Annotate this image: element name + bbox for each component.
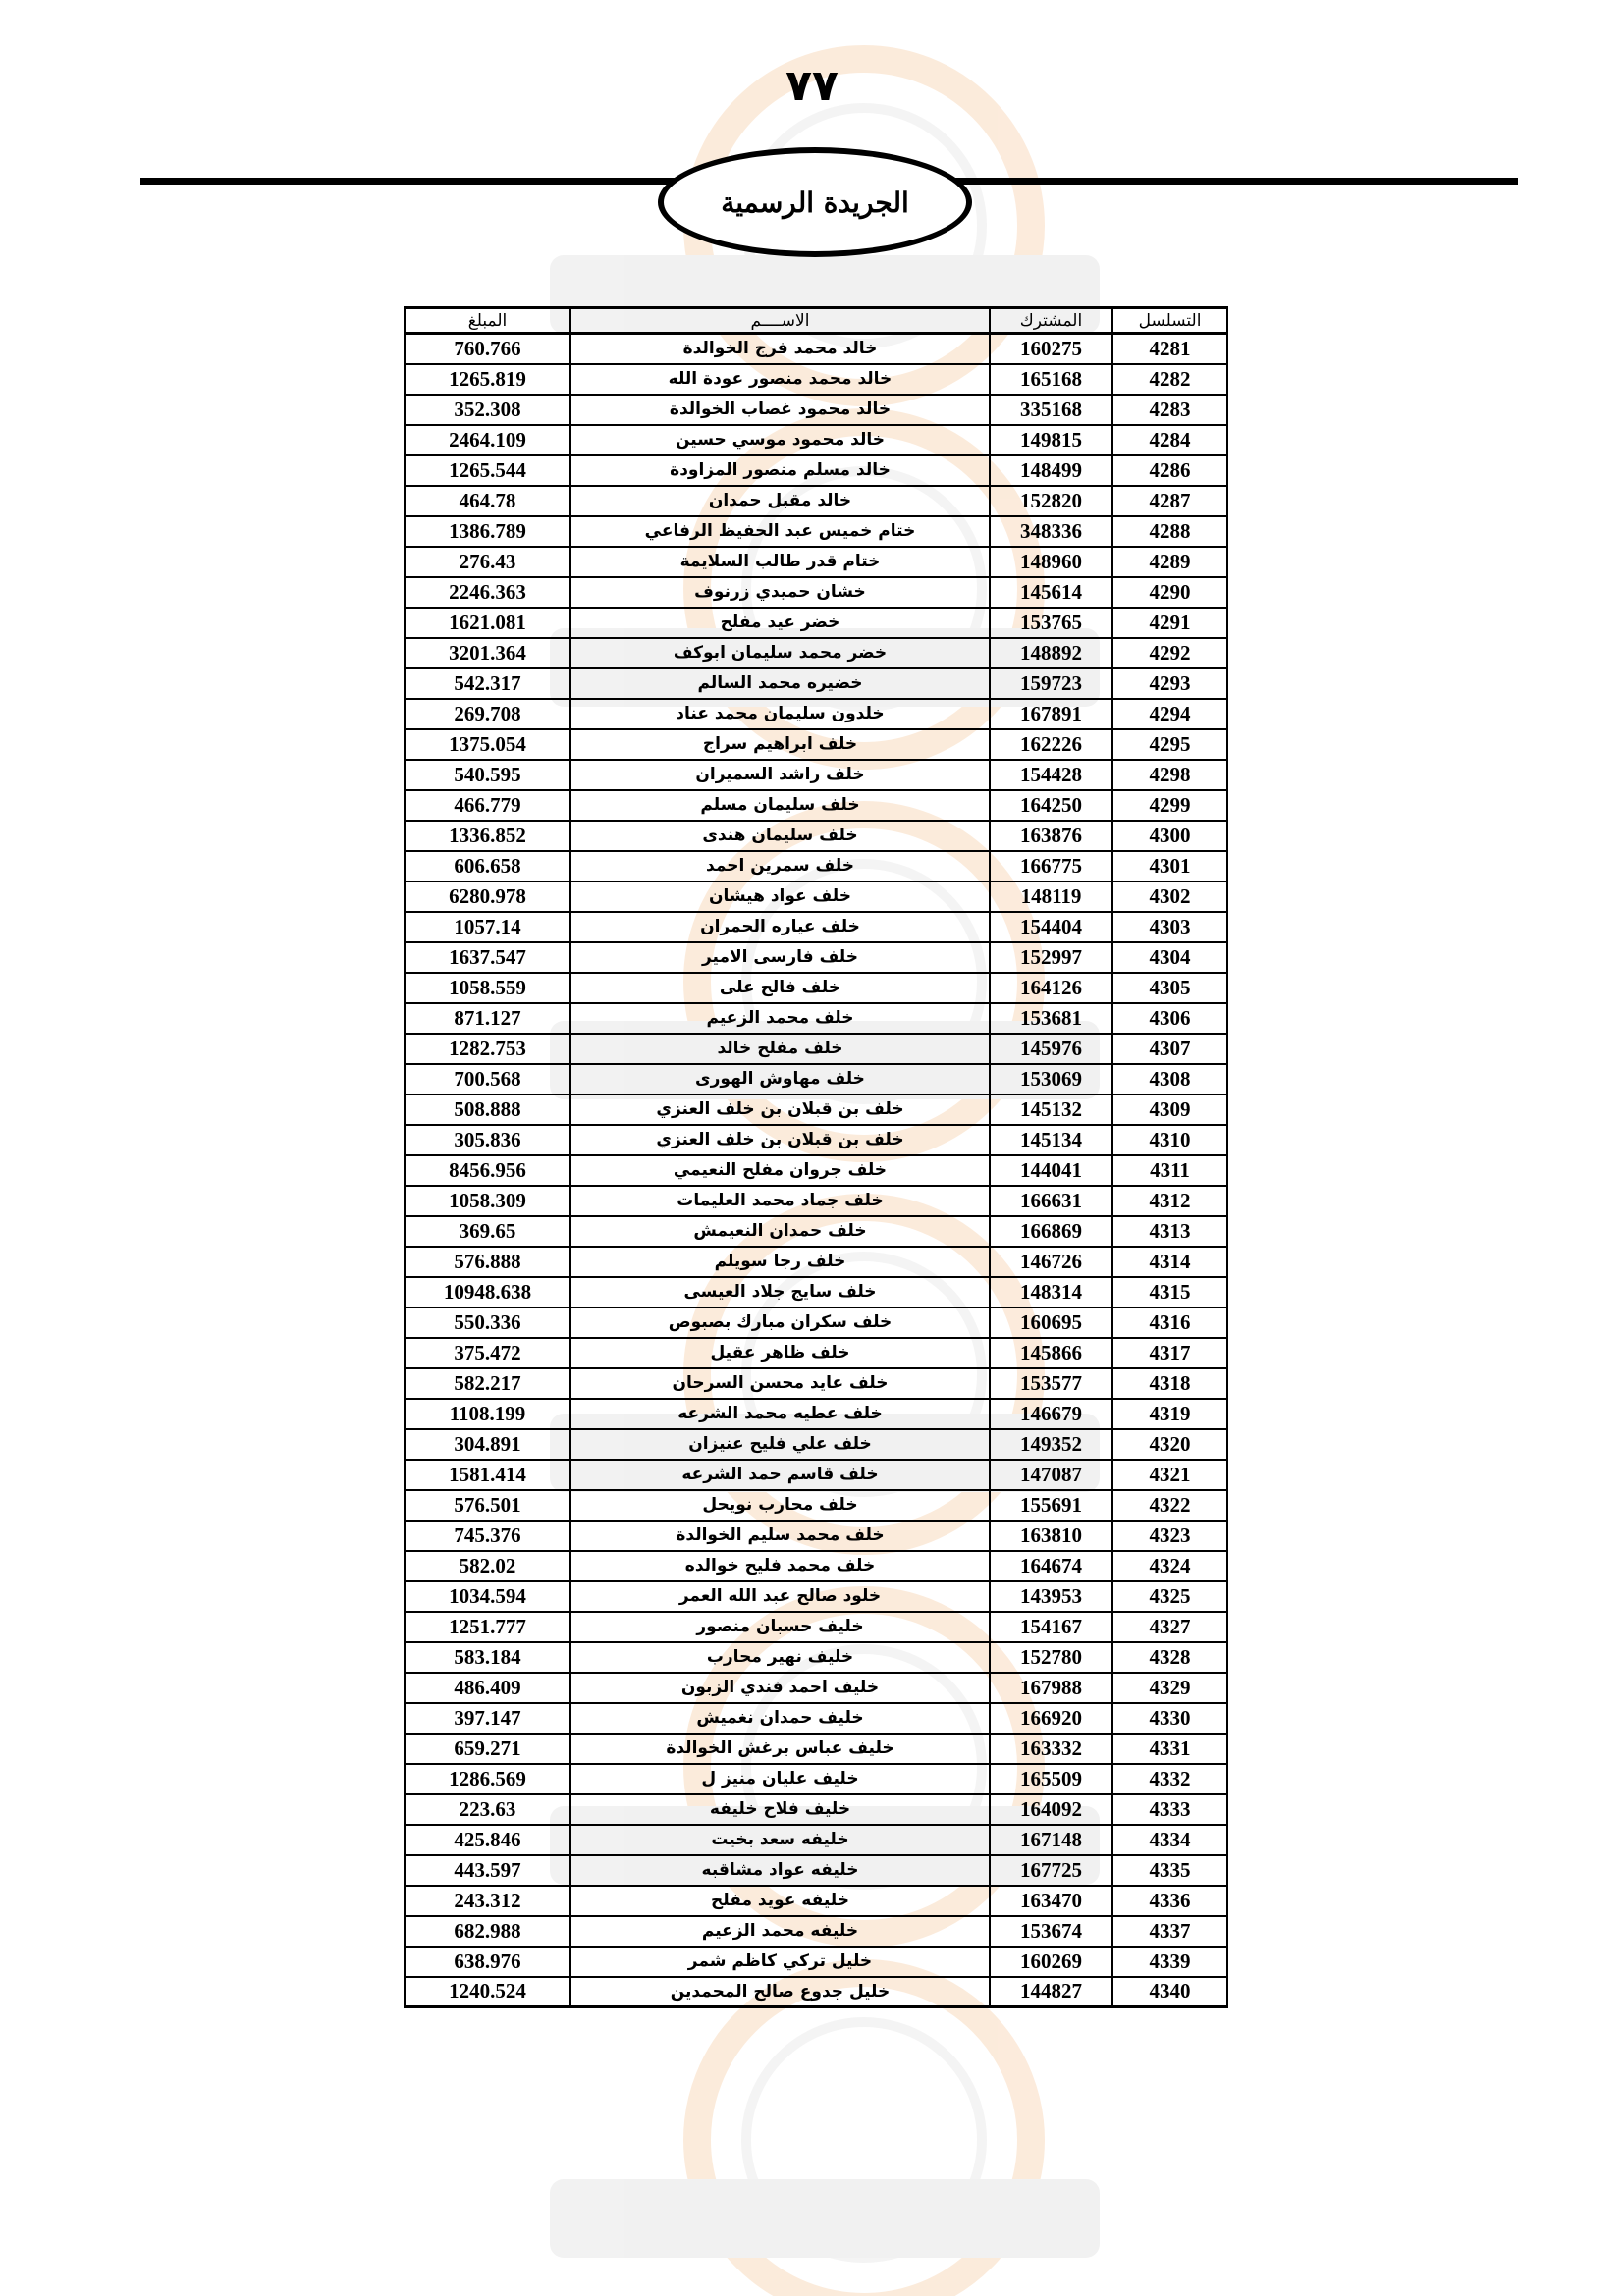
cell-name: خلف عطيه محمد الشرعه [570, 1399, 990, 1429]
cell-amount: 700.568 [405, 1064, 570, 1095]
table-row [405, 821, 1227, 851]
table-row [405, 1095, 1227, 1125]
cell-name: خلدون سليمان محمد عناد [570, 699, 990, 729]
cell-amount: 2464.109 [405, 425, 570, 455]
table-row [405, 638, 1227, 668]
cell-subscriber: 153681 [990, 1003, 1112, 1034]
cell-name: خلف راشد السميران [570, 760, 990, 790]
cell-amount: 871.127 [405, 1003, 570, 1034]
cell-amount: 1581.414 [405, 1460, 570, 1490]
cell-name: خالد مقبل حمدان [570, 486, 990, 516]
cell-amount: 276.43 [405, 547, 570, 577]
table-row [405, 1581, 1227, 1612]
cell-serial: 4290 [1112, 577, 1227, 608]
cell-amount: 659.271 [405, 1734, 570, 1764]
cell-serial: 4307 [1112, 1034, 1227, 1064]
cell-serial: 4328 [1112, 1642, 1227, 1673]
cell-amount: 1375.054 [405, 729, 570, 760]
cell-name: خلف سليمان هندى [570, 821, 990, 851]
cell-name: خلف جروان مفلح النعيمي [570, 1155, 990, 1186]
cell-subscriber: 148499 [990, 455, 1112, 486]
gazette-title-oval [658, 147, 972, 257]
column-header-subscriber: المشترك [990, 308, 1112, 334]
cell-subscriber: 144041 [990, 1155, 1112, 1186]
cell-name: خليفه عواد مشاقبه [570, 1855, 990, 1886]
cell-amount: 369.65 [405, 1216, 570, 1247]
table-row [405, 1429, 1227, 1460]
cell-subscriber: 155691 [990, 1490, 1112, 1521]
table-row [405, 1064, 1227, 1095]
cell-serial: 4335 [1112, 1855, 1227, 1886]
table-row [405, 1247, 1227, 1277]
cell-amount: 1034.594 [405, 1581, 570, 1612]
cell-serial: 4304 [1112, 942, 1227, 973]
cell-name: خليف عباس برغش الخوالدة [570, 1734, 990, 1764]
cell-subscriber: 152780 [990, 1642, 1112, 1673]
cell-serial: 4332 [1112, 1764, 1227, 1794]
table-row [405, 668, 1227, 699]
cell-name: خليف حمدان نغميش [570, 1703, 990, 1734]
cell-serial: 4309 [1112, 1095, 1227, 1125]
cell-amount: 583.184 [405, 1642, 570, 1673]
table-row [405, 1155, 1227, 1186]
cell-subscriber: 160269 [990, 1947, 1112, 1977]
cell-serial: 4310 [1112, 1125, 1227, 1155]
cell-subscriber: 149352 [990, 1429, 1112, 1460]
cell-subscriber: 149815 [990, 425, 1112, 455]
cell-subscriber: 160275 [990, 334, 1112, 364]
cell-name: خليل تركي كاظم شمر [570, 1947, 990, 1977]
cell-amount: 1336.852 [405, 821, 570, 851]
cell-subscriber: 147087 [990, 1460, 1112, 1490]
cell-serial: 4293 [1112, 668, 1227, 699]
cell-subscriber: 166920 [990, 1703, 1112, 1734]
cell-name: خلف فارسى الامير [570, 942, 990, 973]
cell-amount: 582.02 [405, 1551, 570, 1581]
cell-subscriber: 154167 [990, 1612, 1112, 1642]
cell-amount: 1386.789 [405, 516, 570, 547]
cell-name: خالد محمود غصاب الخوالدة [570, 395, 990, 425]
cell-serial: 4302 [1112, 881, 1227, 912]
cell-name: خلف سكران مبارك بصبوص [570, 1308, 990, 1338]
cell-subscriber: 154404 [990, 912, 1112, 942]
cell-serial: 4325 [1112, 1581, 1227, 1612]
cell-name: خلف جماد محمد العليمات [570, 1186, 990, 1216]
cell-subscriber: 348336 [990, 516, 1112, 547]
table-row [405, 1642, 1227, 1673]
cell-serial: 4313 [1112, 1216, 1227, 1247]
cell-name: خلف عياره الحمران [570, 912, 990, 942]
cell-subscriber: 163810 [990, 1521, 1112, 1551]
cell-amount: 464.78 [405, 486, 570, 516]
table-header-row [405, 308, 1227, 334]
cell-serial: 4301 [1112, 851, 1227, 881]
cell-name: خلف رجا سويلم [570, 1247, 990, 1277]
table-row [405, 1186, 1227, 1216]
cell-serial: 4319 [1112, 1399, 1227, 1429]
cell-amount: 582.217 [405, 1368, 570, 1399]
cell-amount: 1265.544 [405, 455, 570, 486]
table-row [405, 1125, 1227, 1155]
cell-name: خضر محمد سليمان ابوكف [570, 638, 990, 668]
cell-serial: 4284 [1112, 425, 1227, 455]
cell-subscriber: 163332 [990, 1734, 1112, 1764]
table-row [405, 1916, 1227, 1947]
table-row [405, 425, 1227, 455]
cell-subscriber: 166869 [990, 1216, 1112, 1247]
table-row [405, 1612, 1227, 1642]
table-row [405, 851, 1227, 881]
cell-subscriber: 167988 [990, 1673, 1112, 1703]
column-header-serial: التسلسل [1112, 308, 1227, 334]
cell-subscriber: 164674 [990, 1551, 1112, 1581]
cell-serial: 4340 [1112, 1977, 1227, 2007]
cell-name: خالد محمد منصور عودة الله [570, 364, 990, 395]
table-row [405, 1551, 1227, 1581]
cell-subscriber: 162226 [990, 729, 1112, 760]
cell-name: خلف مفلح خالد [570, 1034, 990, 1064]
cell-subscriber: 165509 [990, 1764, 1112, 1794]
cell-subscriber: 167148 [990, 1825, 1112, 1855]
cell-name: خلف حمدان النعيمش [570, 1216, 990, 1247]
cell-subscriber: 148960 [990, 547, 1112, 577]
cell-amount: 304.891 [405, 1429, 570, 1460]
cell-name: خلف محمد سليم الخوالدة [570, 1521, 990, 1551]
cell-subscriber: 164126 [990, 973, 1112, 1003]
cell-serial: 4305 [1112, 973, 1227, 1003]
cell-serial: 4306 [1112, 1003, 1227, 1034]
table-row [405, 1734, 1227, 1764]
cell-amount: 550.336 [405, 1308, 570, 1338]
cell-serial: 4295 [1112, 729, 1227, 760]
column-header-name: الاســــم [570, 308, 990, 334]
table-row [405, 1764, 1227, 1794]
cell-name: خالد مسلم منصور المزاودة [570, 455, 990, 486]
table-row [405, 1003, 1227, 1034]
cell-amount: 1057.14 [405, 912, 570, 942]
cell-serial: 4300 [1112, 821, 1227, 851]
table-row [405, 1825, 1227, 1855]
cell-subscriber: 146679 [990, 1399, 1112, 1429]
table-row [405, 1794, 1227, 1825]
cell-serial: 4314 [1112, 1247, 1227, 1277]
cell-name: خلف قاسم حمد الشرعه [570, 1460, 990, 1490]
table-row [405, 1521, 1227, 1551]
cell-serial: 4291 [1112, 608, 1227, 638]
cell-amount: 682.988 [405, 1916, 570, 1947]
table-row [405, 973, 1227, 1003]
cell-amount: 606.658 [405, 851, 570, 881]
cell-serial: 4316 [1112, 1308, 1227, 1338]
cell-subscriber: 152820 [990, 486, 1112, 516]
table-row [405, 1855, 1227, 1886]
cell-serial: 4333 [1112, 1794, 1227, 1825]
cell-serial: 4323 [1112, 1521, 1227, 1551]
cell-amount: 1058.559 [405, 973, 570, 1003]
cell-subscriber: 167891 [990, 699, 1112, 729]
cell-serial: 4286 [1112, 455, 1227, 486]
table-row [405, 364, 1227, 395]
cell-name: خليفه محمد الزعيم [570, 1916, 990, 1947]
cell-amount: 223.63 [405, 1794, 570, 1825]
cell-serial: 4287 [1112, 486, 1227, 516]
cell-name: خلف محمد فليح خوالده [570, 1551, 990, 1581]
cell-name: خليف فلاح خليفه [570, 1794, 990, 1825]
cell-amount: 425.846 [405, 1825, 570, 1855]
table-row [405, 577, 1227, 608]
table-body [405, 334, 1227, 2007]
cell-serial: 4324 [1112, 1551, 1227, 1581]
cell-name: خضر عيد مفلح [570, 608, 990, 638]
cell-amount: 542.317 [405, 668, 570, 699]
cell-name: خلف فالح على [570, 973, 990, 1003]
table-row [405, 547, 1227, 577]
table-row [405, 1703, 1227, 1734]
cell-serial: 4318 [1112, 1368, 1227, 1399]
cell-amount: 540.595 [405, 760, 570, 790]
cell-amount: 6280.978 [405, 881, 570, 912]
cell-name: خلف مهاوش الهورى [570, 1064, 990, 1095]
cell-subscriber: 153674 [990, 1916, 1112, 1947]
cell-name: خالد محمود موسي حسين [570, 425, 990, 455]
cell-amount: 443.597 [405, 1855, 570, 1886]
table-row [405, 608, 1227, 638]
cell-name: خلف محمد الزعيم [570, 1003, 990, 1034]
cell-serial: 4317 [1112, 1338, 1227, 1368]
cell-serial: 4322 [1112, 1490, 1227, 1521]
cell-name: خلف بن قبلان بن خلف العنزي [570, 1125, 990, 1155]
cell-serial: 4308 [1112, 1064, 1227, 1095]
cell-amount: 352.308 [405, 395, 570, 425]
cell-name: خلف سايج جلاد العيسى [570, 1277, 990, 1308]
table-row [405, 1277, 1227, 1308]
cell-subscriber: 153765 [990, 608, 1112, 638]
cell-name: خليف حسبان منصور [570, 1612, 990, 1642]
cell-subscriber: 167725 [990, 1855, 1112, 1886]
cell-amount: 2246.363 [405, 577, 570, 608]
table-row [405, 516, 1227, 547]
cell-subscriber: 145976 [990, 1034, 1112, 1064]
table-row [405, 1673, 1227, 1703]
table-row [405, 395, 1227, 425]
cell-serial: 4312 [1112, 1186, 1227, 1216]
cell-serial: 4281 [1112, 334, 1227, 364]
subscribers-table [404, 306, 1228, 2008]
cell-name: خلف علي فليح عنيزان [570, 1429, 990, 1460]
cell-name: خلف ابراهيم سراج [570, 729, 990, 760]
cell-subscriber: 154428 [990, 760, 1112, 790]
page-number: ٧٧ [785, 61, 839, 111]
cell-amount: 397.147 [405, 1703, 570, 1734]
cell-amount: 1265.819 [405, 364, 570, 395]
table-row [405, 1399, 1227, 1429]
cell-name: خالد محمد فرج الخوالدة [570, 334, 990, 364]
cell-subscriber: 153069 [990, 1064, 1112, 1095]
cell-subscriber: 335168 [990, 395, 1112, 425]
table-row [405, 699, 1227, 729]
cell-subscriber: 153577 [990, 1368, 1112, 1399]
cell-serial: 4320 [1112, 1429, 1227, 1460]
table-row [405, 1368, 1227, 1399]
cell-subscriber: 164250 [990, 790, 1112, 821]
cell-serial: 4337 [1112, 1916, 1227, 1947]
cell-amount: 508.888 [405, 1095, 570, 1125]
cell-serial: 4283 [1112, 395, 1227, 425]
cell-serial: 4292 [1112, 638, 1227, 668]
table-row [405, 881, 1227, 912]
cell-subscriber: 163876 [990, 821, 1112, 851]
cell-serial: 4321 [1112, 1460, 1227, 1490]
cell-name: خلف عواد هيشان [570, 881, 990, 912]
cell-amount: 1637.547 [405, 942, 570, 973]
cell-serial: 4288 [1112, 516, 1227, 547]
table-row [405, 1947, 1227, 1977]
cell-amount: 10948.638 [405, 1277, 570, 1308]
cell-serial: 4315 [1112, 1277, 1227, 1308]
cell-amount: 1621.081 [405, 608, 570, 638]
cell-serial: 4339 [1112, 1947, 1227, 1977]
cell-subscriber: 148314 [990, 1277, 1112, 1308]
cell-serial: 4327 [1112, 1612, 1227, 1642]
cell-amount: 3201.364 [405, 638, 570, 668]
cell-amount: 305.836 [405, 1125, 570, 1155]
cell-serial: 4303 [1112, 912, 1227, 942]
cell-amount: 1251.777 [405, 1612, 570, 1642]
cell-subscriber: 145866 [990, 1338, 1112, 1368]
cell-amount: 576.501 [405, 1490, 570, 1521]
cell-subscriber: 148892 [990, 638, 1112, 668]
cell-subscriber: 143953 [990, 1581, 1112, 1612]
cell-serial: 4289 [1112, 547, 1227, 577]
cell-serial: 4311 [1112, 1155, 1227, 1186]
cell-amount: 243.312 [405, 1886, 570, 1916]
cell-amount: 375.472 [405, 1338, 570, 1368]
cell-amount: 1108.199 [405, 1399, 570, 1429]
cell-amount: 1286.569 [405, 1764, 570, 1794]
cell-name: خضيره محمد السالم [570, 668, 990, 699]
cell-name: خشان حميدي زرنوف [570, 577, 990, 608]
cell-name: خليف نهير محارب [570, 1642, 990, 1673]
cell-amount: 1240.524 [405, 1977, 570, 2007]
cell-amount: 269.708 [405, 699, 570, 729]
cell-amount: 1282.753 [405, 1034, 570, 1064]
watermark-clock-icon [697, 1973, 1031, 2296]
cell-amount: 466.779 [405, 790, 570, 821]
cell-name: خلف سمرين احمد [570, 851, 990, 881]
table-row [405, 455, 1227, 486]
cell-name: خلف عايد محسن السرحان [570, 1368, 990, 1399]
cell-name: خليفه عويد مفلح [570, 1886, 990, 1916]
cell-subscriber: 145132 [990, 1095, 1112, 1125]
cell-name: خليفه سعد بخيت [570, 1825, 990, 1855]
cell-amount: 576.888 [405, 1247, 570, 1277]
cell-subscriber: 165168 [990, 364, 1112, 395]
cell-subscriber: 160695 [990, 1308, 1112, 1338]
cell-amount: 8456.956 [405, 1155, 570, 1186]
column-header-amount: المبلغ [405, 308, 570, 334]
cell-amount: 760.766 [405, 334, 570, 364]
cell-subscriber: 159723 [990, 668, 1112, 699]
cell-serial: 4294 [1112, 699, 1227, 729]
cell-subscriber: 144827 [990, 1977, 1112, 2007]
table-row [405, 760, 1227, 790]
cell-serial: 4329 [1112, 1673, 1227, 1703]
cell-subscriber: 166775 [990, 851, 1112, 881]
cell-amount: 486.409 [405, 1673, 570, 1703]
table-row [405, 1886, 1227, 1916]
table-row [405, 1460, 1227, 1490]
cell-name: خليف عليان منيز ل [570, 1764, 990, 1794]
table-row [405, 1977, 1227, 2007]
gazette-title: الجريدة الرسمية [721, 186, 909, 219]
cell-name: خليف احمد فندي الزبون [570, 1673, 990, 1703]
table-row [405, 1034, 1227, 1064]
cell-serial: 4334 [1112, 1825, 1227, 1855]
table-row [405, 729, 1227, 760]
cell-amount: 1058.309 [405, 1186, 570, 1216]
table-row [405, 486, 1227, 516]
cell-subscriber: 146726 [990, 1247, 1112, 1277]
cell-name: خلف سليمان مسلم [570, 790, 990, 821]
cell-subscriber: 163470 [990, 1886, 1112, 1916]
cell-subscriber: 152997 [990, 942, 1112, 973]
cell-serial: 4331 [1112, 1734, 1227, 1764]
cell-name: خلود صالح عبد الله العمر [570, 1581, 990, 1612]
cell-serial: 4336 [1112, 1886, 1227, 1916]
cell-name: ختام قدر طالب السلايمة [570, 547, 990, 577]
cell-name: ختام خميس عبد الحفيظ الرفاعي [570, 516, 990, 547]
cell-subscriber: 145134 [990, 1125, 1112, 1155]
table-row [405, 912, 1227, 942]
cell-name: خليل جدوع صالح المحمدين [570, 1977, 990, 2007]
cell-serial: 4282 [1112, 364, 1227, 395]
cell-subscriber: 148119 [990, 881, 1112, 912]
cell-name: خلف ظاهر عقيل [570, 1338, 990, 1368]
cell-amount: 638.976 [405, 1947, 570, 1977]
table-row [405, 942, 1227, 973]
cell-serial: 4298 [1112, 760, 1227, 790]
cell-subscriber: 145614 [990, 577, 1112, 608]
cell-subscriber: 166631 [990, 1186, 1112, 1216]
cell-name: خلف محارب نويحل [570, 1490, 990, 1521]
table-row [405, 790, 1227, 821]
table-row [405, 1490, 1227, 1521]
cell-amount: 745.376 [405, 1521, 570, 1551]
table-row [405, 1216, 1227, 1247]
table-row [405, 334, 1227, 364]
table-row [405, 1338, 1227, 1368]
cell-serial: 4299 [1112, 790, 1227, 821]
cell-name: خلف بن قبلان بن خلف العنزي [570, 1095, 990, 1125]
table-row [405, 1308, 1227, 1338]
cell-serial: 4330 [1112, 1703, 1227, 1734]
cell-subscriber: 164092 [990, 1794, 1112, 1825]
